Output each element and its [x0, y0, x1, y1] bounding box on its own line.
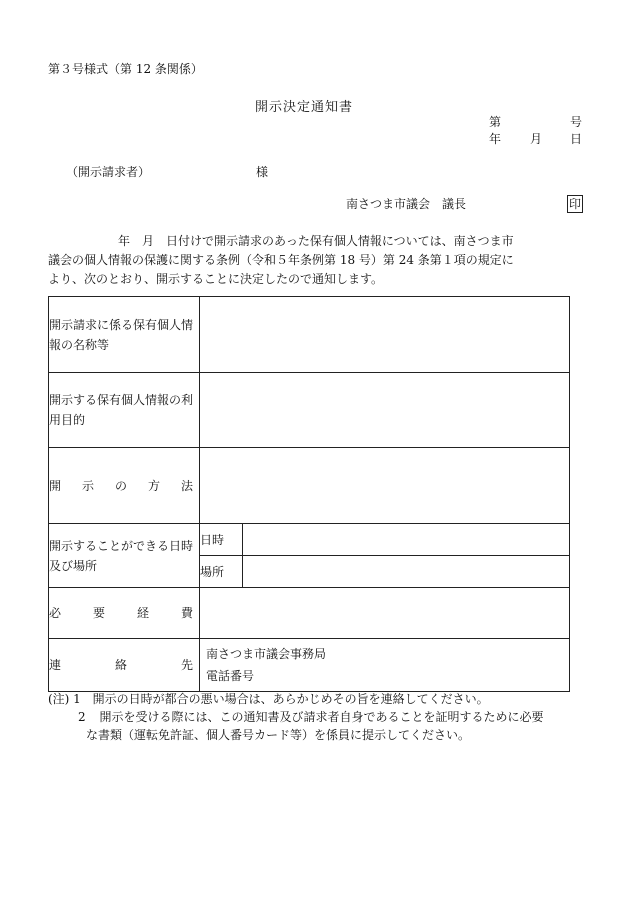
doc-number-suffix: 号	[570, 115, 583, 129]
date-day: 日	[570, 132, 583, 146]
disclosure-table	[48, 296, 570, 692]
label-char: 方	[147, 478, 160, 493]
label-char: 要	[92, 606, 105, 620]
body-line-1: 年 月 日付けで開示請求のあった保有個人情報については、南さつま市	[118, 234, 514, 248]
value-information-name[interactable]	[200, 297, 570, 373]
body-line-3: より、次のとおり、開示することに決定したので通知します。	[48, 272, 384, 286]
value-datetime[interactable]	[243, 524, 570, 556]
value-contact	[200, 639, 570, 692]
label-char: の	[114, 478, 127, 493]
label-cost	[49, 588, 200, 639]
value-place[interactable]	[243, 556, 570, 588]
label-place: 場所	[200, 556, 243, 588]
label-char: 法	[180, 478, 193, 493]
notes	[48, 690, 543, 744]
note-2-text: 開示を受ける際には、この通知書及び請求者自身であることを証明するために必要	[99, 710, 544, 724]
note-2-continued: な書類（運転免許証、個人番号カード等）を係員に提示してください。	[86, 728, 471, 742]
note-1-text: 開示の日時が都合の悪い場合は、あらかじめその旨を連絡してください。	[92, 692, 489, 706]
table-row	[49, 524, 570, 556]
table-row	[49, 588, 570, 639]
value-purpose[interactable]	[200, 373, 570, 448]
label-char: 絡	[114, 658, 127, 672]
label-method	[49, 448, 200, 524]
table-row	[49, 373, 570, 448]
label-datetime-place: 開示することができる日時及び場所	[49, 524, 200, 588]
value-method[interactable]	[200, 448, 570, 524]
label-char: 先	[180, 658, 193, 672]
table-row	[49, 448, 570, 524]
form-number: 第３号様式（第 12 条関係）	[48, 62, 203, 76]
label-datetime: 日時	[200, 524, 243, 556]
table-row	[49, 297, 570, 373]
issuer-name: 南さつま市議会 議長	[346, 197, 467, 211]
requester-label: （開示請求者）	[66, 165, 151, 179]
label-char: 示	[81, 478, 94, 493]
label-char: 必	[49, 606, 62, 620]
label-contact	[49, 639, 200, 692]
requester-honorific: 様	[256, 165, 269, 179]
note-2	[48, 708, 543, 726]
label-char: 連	[49, 658, 62, 672]
value-cost[interactable]	[200, 588, 570, 639]
document-title: 開示決定通知書	[255, 100, 354, 115]
label-char: 費	[180, 606, 193, 620]
note-2-prefix: 2	[78, 710, 86, 724]
seal-mark: 印	[569, 197, 582, 211]
table-row	[49, 639, 570, 692]
note-1	[48, 690, 543, 708]
label-char: 開	[49, 478, 62, 493]
body-paragraph	[48, 232, 584, 289]
body-line-2: 議会の個人情報の保護に関する条例（令和５年条例第 18 号）第 24 条第１項の規定に	[48, 253, 514, 267]
contact-phone: 電話番号	[206, 669, 255, 683]
label-purpose: 開示する保有個人情報の利用目的	[49, 373, 200, 448]
date-year: 年	[489, 132, 502, 146]
date-month: 月	[530, 132, 543, 146]
label-information-name: 開示請求に係る保有個人情報の名称等	[49, 297, 200, 373]
doc-number-prefix: 第	[489, 115, 502, 129]
note-1-prefix: (注) 1	[48, 692, 81, 706]
label-char: 経	[136, 606, 149, 620]
contact-office: 南さつま市議会事務局	[206, 647, 327, 661]
